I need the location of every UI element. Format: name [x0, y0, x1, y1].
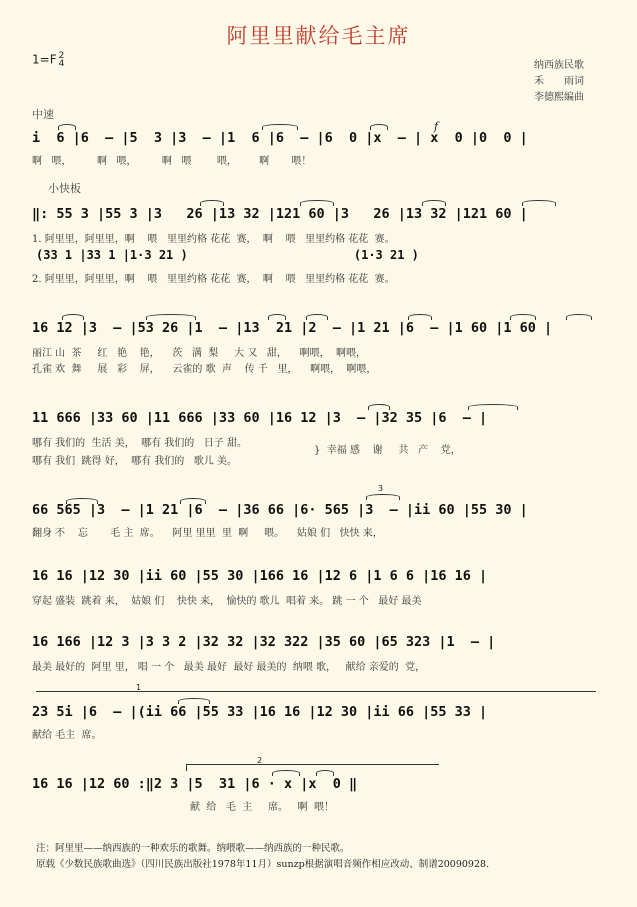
notation-row-3: 16 12 |3 – |53 26 |1 – |13 21 |2 – |1 21 |6 – |1 60 |1 60 | [32, 320, 553, 336]
credit-arranger: 李德熙编曲 [534, 92, 584, 103]
lyric-row-2-verse-2: 2. 阿里里，阿里里，啊 喂 里里约格 花花 赛， 啊 喂 里里约格 花花 赛。 [32, 274, 395, 285]
notation-row-4: 11 666 |33 60 |11 666 |33 60 |16 12 |3 – |32 35 |6 – | [32, 410, 488, 426]
volta-number-2: 2 [257, 756, 263, 765]
lyric-row-4-verse-1: 哪有 我们的 生活 美， 哪有 我们的 日子 甜。 [32, 438, 247, 449]
notation-row-2-variant: (33 1 |33 1 |1·3 21 ) (1·3 21 ) [36, 248, 419, 262]
key-signature [32, 52, 64, 68]
notation-row-6: 16 16 |12 30 |ii 60 |55 30 |166 16 |12 6 |1 6 6 |16 16 | [32, 568, 488, 584]
lyric-row-7: 最美 最好的 阿里 里， 唱 一 个 最美 最好 最好 最美的 纳喂 歌， 献给 亲爱的 党， [32, 662, 426, 673]
footnote-glossary: 注：阿里里——纳西族的一种欢乐的歌舞。纳喂歌——纳西族的一种民歌。 [36, 843, 350, 854]
volta-bracket-2 [186, 756, 439, 771]
volta-bracket-1 [36, 683, 596, 692]
lyric-row-3-verse-1: 丽江 山 茶 红 艳 艳， 茨 满 梨 大 又 甜， 啊喂， 啊喂， [32, 348, 366, 359]
lyric-row-2-verse-1: 1. 阿里里，阿里里，啊 喂 里里约格 花花 赛， 啊 喂 里里约格 花花 赛。 [32, 234, 395, 245]
triplet-mark: 3 [378, 484, 384, 493]
time-numerator: 2 [58, 51, 65, 61]
notation-row-8: 23 5i |6 – |(ii 66 |55 33 |16 16 |12 30 |ii 66 |55 33 | [32, 704, 488, 720]
lyric-row-3-verse-2: 孔雀 欢 舞 展 彩 屏， 云雀的 歌 声 传 千 里， 啊喂， 啊喂， [32, 364, 377, 375]
notation-row-1: i 6 |6 – |5 3 |3 – |1 6 |6 – |6 0 |x – | x 0 |0 0 | [32, 130, 528, 146]
tempo-marking-moderate: 中速 [32, 108, 54, 121]
key-prefix: 1=F [32, 52, 57, 67]
lyric-row-4-verse-2: 哪有 我们 跳得 好， 哪有 我们的 歌儿 美。 [32, 456, 237, 467]
lyric-row-1: 啊 喂， 啊 喂， 啊 喂 喂， 啊 喂！ [32, 156, 312, 167]
lyric-row-4-refrain: } 幸福 感 谢 共 产 党， [314, 445, 461, 456]
lyric-row-5: 翻身 不 忘 毛 主 席。 阿里 里里 里 啊 喂。 姑娘 们 快快 来， [32, 528, 383, 539]
notation-row-2: ‖: 55 3 |55 3 |3 26 |13 32 |121 60 |3 26 |13 32 |121 60 | [32, 206, 528, 222]
lyric-row-9: 献 给 毛 主 席。 啊 喂！ [190, 802, 335, 813]
footnote-source: 原载《少数民族歌曲选》（四川民族出版社1978年11月）sunzp根据演唱音频作相应改动、制谱20090928. [36, 859, 490, 870]
time-signature [59, 52, 65, 68]
tempo-marking-allegretto: 小快板 [48, 182, 81, 195]
notation-row-5: 66 565 |3 – |1 21 |6 – |36 66 |6· 565 |3 – |ii 60 |55 30 | [32, 502, 528, 518]
forte-mark: f [434, 120, 439, 133]
time-denominator: 4 [58, 59, 65, 69]
lyric-row-6: 穿起 盛装 跳着 来， 姑娘 们 快快 来， 愉快的 歌儿 唱着 来。 跳 一 个 最好 最美 [32, 596, 422, 607]
lyric-row-8: 献给 毛主 席。 [32, 730, 102, 741]
notation-row-9: 16 16 |12 60 :‖2 3 |5 31 |6 · x |x 0 ‖ [32, 776, 358, 792]
credit-lyricist: 禾 雨词 [534, 76, 584, 87]
volta-number-1: 1 [136, 683, 142, 692]
slur-mark [566, 314, 592, 320]
credit-origin: 纳西族民歌 [534, 60, 584, 71]
slur-mark [366, 494, 400, 500]
notation-row-7: 16 166 |12 3 |3 3 2 |32 32 |32 322 |35 60 |65 323 |1 – | [32, 634, 496, 650]
song-title: 阿里里献给毛主席 [226, 24, 411, 48]
